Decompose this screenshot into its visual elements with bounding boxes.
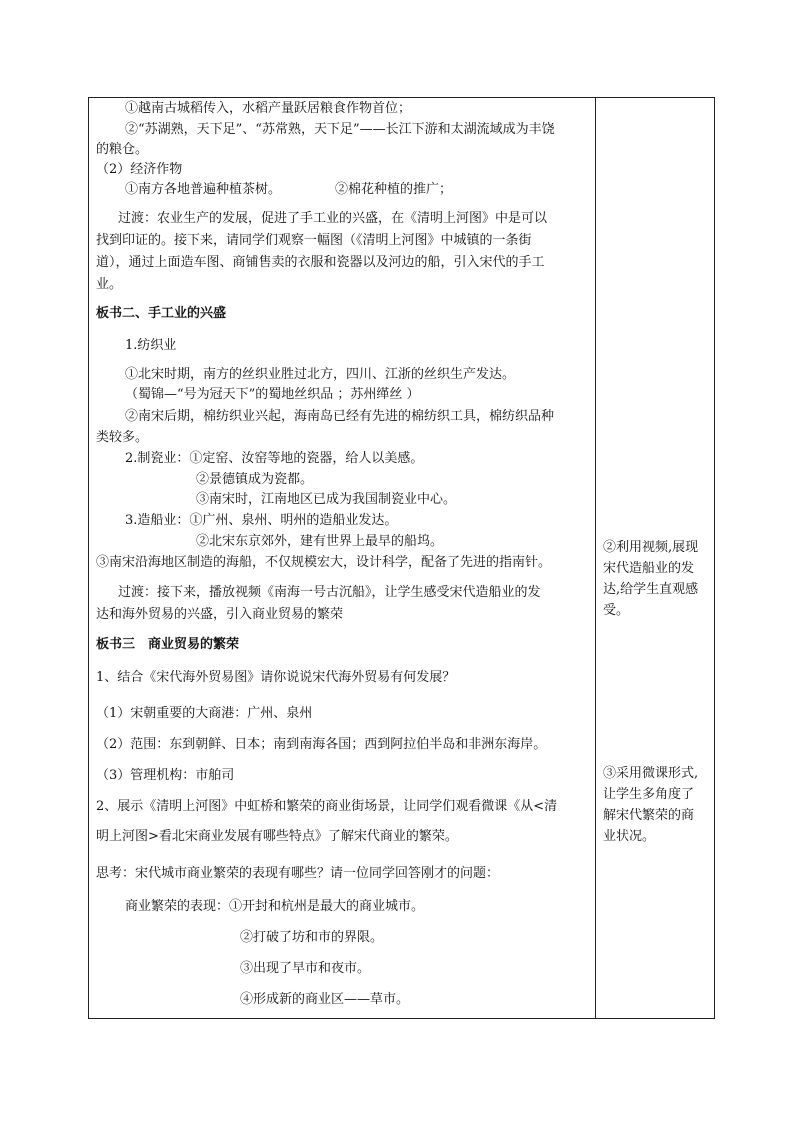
text-line: （蜀锦—“号为冠天下”的蜀地丝织品 ；苏州缂丝 ） (125, 387, 420, 402)
design-note-video (603, 537, 713, 621)
text-line: 2、展示《清明上河图》中虹桥和繁荣的商业街场景，让同学们观看微课《从<清 (96, 799, 558, 814)
section-heading: 板书三 商业贸易的繁荣 (96, 637, 240, 652)
text-line: ③南宋时，江南地区已成为我国制瓷业中心。 (196, 492, 457, 507)
text-line: ②打破了坊和市的界限。 (240, 930, 384, 945)
note-line: 达,给学生直观感 (603, 582, 699, 597)
note-line: 业状况。 (603, 829, 656, 844)
text-line: ①南方各地普遍种植茶树。 (125, 182, 282, 197)
column-divider (595, 97, 596, 1019)
text-line: 道），通过上面造车图、商铺售卖的衣服和瓷器以及河边的船，引入宋代的手工 (96, 255, 545, 270)
note-line: 解宋代繁荣的商 (603, 808, 695, 823)
text-line: ②“苏湖熟，天下足”、“苏常熟，天下足”——长江下游和太湖流域成为丰饶 (125, 122, 555, 137)
note-line: 让学生多角度了 (603, 787, 695, 802)
text-line: ②南宋后期，棉纺织业兴起，海南岛已经有先进的棉纺织工具，棉纺织品种 (125, 409, 555, 424)
text-line: 找到印证的。接下来，请同学们观察一幅图（《清明上河图》中城镇的一条街 (96, 233, 532, 248)
text-line: 3.造船业：①广州、泉州、明州的造船业发达。 (125, 513, 398, 528)
text-line: （2）经济作物 (96, 162, 183, 177)
text-line: （1）宋朝重要的大商港：广州、泉州 (96, 706, 313, 721)
note-line: ③采用微课形式, (603, 766, 699, 781)
note-line: 宋代造船业的发 (603, 561, 695, 576)
text-line: 2.制瓷业：①定窑、汝窑等地的瓷器，给人以美感。 (125, 451, 424, 466)
text-line: 明上河图>看北宋商业发展有哪些特点》了解宋代商业的繁荣。 (96, 829, 458, 844)
text-line: ②棉花种植的推广； (335, 182, 453, 197)
text-line: 1.纺织业 (125, 338, 177, 353)
text-line: 的粮仓。 (96, 142, 149, 157)
text-line: ①北宋时期，南方的丝织业胜过北方，四川、江浙的丝织生产发达。 (125, 367, 516, 382)
text-line: （2）范围：东到朝鲜、日本；南到南海各国；西到阿拉伯半岛和非洲东海岸。 (96, 737, 547, 752)
text-line: 过渡：接下来，播放视频《南海一号古沉船》，让学生感受宋代造船业的发 (118, 585, 541, 600)
text-line: ①越南古城稻传入，水稻产量跃居粮食作物首位； (125, 101, 412, 116)
text-line: 思考：宋代城市商业繁荣的表现有哪些？请一位同学回答刚才的问题： (96, 866, 500, 881)
design-note-microlesson (603, 763, 713, 847)
text-line: 达和海外贸易的兴盛，引入商业贸易的繁荣 (96, 607, 344, 622)
text-line: 商业繁荣的表现：①开封和杭州是最大的商业城市。 (125, 899, 425, 914)
text-line: 过渡：农业生产的发展，促进了手工业的兴盛，在《清明上河图》中是可以 (118, 211, 548, 226)
text-line: ④形成新的商业区——草市。 (240, 992, 410, 1007)
text-line: 类较多。 (96, 430, 149, 445)
text-line: 1、结合《宋代海外贸易图》请你说说宋代海外贸易有何发展？ (96, 670, 456, 685)
text-line: （3）管理机构：市舶司 (96, 768, 235, 783)
text-line: 业。 (96, 277, 123, 292)
text-line: ③出现了早市和夜市。 (240, 961, 371, 976)
text-line: ②北宋东京郊外，建有世界上最早的船坞。 (196, 534, 444, 549)
note-line: ②利用视频,展现 (603, 540, 699, 555)
text-line: ②景德镇成为瓷都。 (196, 472, 314, 487)
text-line: ③南宋沿海地区制造的海船，不仅规模宏大，设计科学，配备了先进的指南针。 (96, 555, 552, 570)
section-heading: 板书二、手工业的兴盛 (96, 306, 227, 321)
note-line: 受。 (603, 603, 630, 618)
